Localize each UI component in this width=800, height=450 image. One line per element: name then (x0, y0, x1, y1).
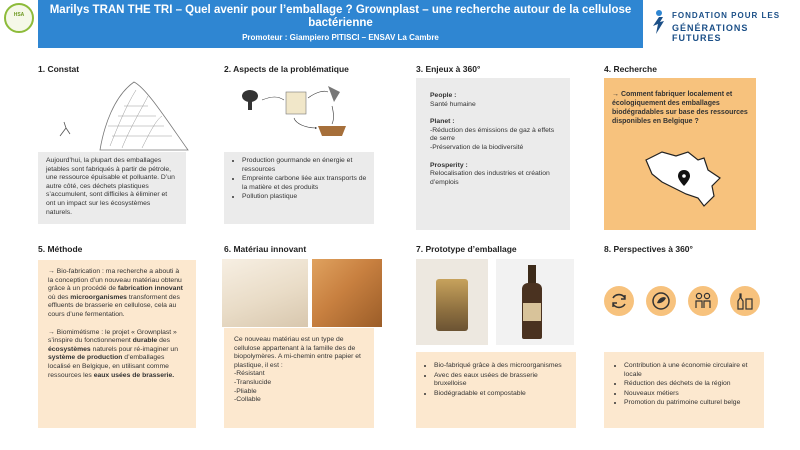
new-jobs-icon (688, 286, 718, 316)
problem-cycle-illustration (236, 78, 366, 140)
poster-header (38, 0, 643, 48)
section-title-aspects: 2. Aspects de la problématique (224, 64, 349, 74)
belgium-map (642, 148, 722, 210)
perspectives-item: • Promotion du patrimoine culturel belge (624, 399, 756, 408)
fondation-logo-line2: GÉNÉRATIONS FUTURES (672, 23, 749, 43)
prototype-photo-jar (416, 259, 488, 345)
planet-item: -Préservation de la biodiversité (430, 143, 524, 151)
aspects-item: • Pollution plastique (242, 193, 368, 202)
circular-economy-icon (604, 286, 634, 316)
poster-title: Marilys TRAN THE TRI – Quel avenir pour l’emballage ? Grownplast – une recherche autour de la cellulose bactérienne (49, 4, 632, 29)
constat-text: Aujourd’hui, la plupart des emballages jetables sont fabriqués à partir de pétrole, une ressource épuisable et polluante. D’un autre côté, ces déchets plastiques s’accumulent, sont difficiles à éliminer et ont un impact sur les écosystèmes naturels. (46, 157, 175, 216)
constat-box (38, 152, 186, 224)
methode-paragraph-1: → Bio-fabrication : ma recherche a abouti à la conception d’un nouveau matériau obtenu grâce à un procédé de fabrication innovant où des microorganismes transforment des effluents de brasserie en cellulose, cela au cours d’une fermentation. (48, 268, 183, 318)
materiau-property: -Pliable (234, 387, 257, 395)
planet-item: -Réduction des émissions de gaz à effets de serre (430, 126, 555, 143)
fondation-logo-icon (650, 8, 668, 36)
section-title-constat: 1. Constat (38, 64, 80, 74)
promoter-line: Promoteur : Giampiero PITISCI – ENSAV La Cambre (242, 33, 439, 42)
methode-box (38, 260, 196, 428)
methode-paragraph-2: → Biomimétisme : le projet « Grownplast » s’inspire du fonctionnement durable des écosystèmes naturels pour ré-imaginer un système de production d’emballages localisé en Belgique, en utilisant comme ressources les eaux usées de brasserie. (48, 328, 178, 379)
section-title-materiau: 6. Matériau innovant (224, 244, 307, 254)
prototype-box (416, 352, 576, 428)
prototype-item: • Bio-fabriqué grâce à des microorganismes (434, 362, 570, 371)
materiau-property: -Translucide (234, 378, 272, 386)
prototype-item: • Avec des eaux usées de brasserie bruxelloise (434, 372, 570, 389)
people-label: People : (430, 92, 457, 99)
beer-heritage-icon (730, 286, 760, 316)
aspects-item: • Production gourmande en énergie et ressources (242, 157, 368, 174)
aspects-item: • Empreinte carbone liée aux transports de la matière et des produits (242, 175, 368, 192)
prototype-photo-bottle (496, 259, 574, 345)
perspectives-list (612, 362, 756, 408)
people-text: Santé humaine (430, 100, 476, 108)
materiau-intro: Ce nouveau matériau est un type de cellulose appartenant à la famille des de biopolymères. A mi-chemin entre papier et plastique, il est : (234, 336, 361, 369)
aspects-box (224, 152, 374, 224)
aspects-list (230, 157, 368, 202)
section-title-enjeux: 3. Enjeux à 360° (416, 64, 481, 74)
prototype-item: • Biodégradable et compostable (434, 390, 570, 399)
fondation-logo (650, 4, 798, 44)
research-question: → Comment fabriquer localement et écologiquement des emballages biodégradables sur base des ressources disponibles en Belgique ? (612, 91, 748, 125)
recherche-box (604, 78, 756, 230)
perspectives-item: • Nouveaux métiers (624, 390, 756, 399)
waste-reduction-icon (646, 286, 676, 316)
section-title-prototype: 7. Prototype d’emballage (416, 244, 517, 254)
prosperity-label: Prosperity : (430, 161, 468, 169)
materiau-property: -Collable (234, 396, 261, 404)
prototype-list (422, 362, 570, 398)
hsa-logo: HSA (4, 3, 34, 33)
planet-label: Planet : (430, 118, 455, 126)
perspectives-item: • Contribution à une économie circulaire et locale (624, 362, 756, 379)
materiau-box (224, 328, 374, 428)
fondation-logo-line1: FONDATION POUR LES (672, 11, 781, 20)
section-title-perspectives: 8. Perspectives à 360° (604, 244, 693, 254)
perspectives-item: • Réduction des déchets de la région (624, 380, 756, 389)
perspectives-box (604, 352, 764, 428)
waste-pile-illustration (52, 76, 192, 151)
materiau-property: -Résistant (234, 370, 265, 378)
material-photo-folded (312, 259, 382, 327)
section-title-recherche: 4. Recherche (604, 64, 657, 74)
enjeux-box (416, 78, 570, 230)
section-title-methode: 5. Méthode (38, 244, 83, 254)
prosperity-text: Relocalisation des industries et création d’emplois (430, 170, 550, 186)
material-photo-translucent (222, 259, 308, 327)
